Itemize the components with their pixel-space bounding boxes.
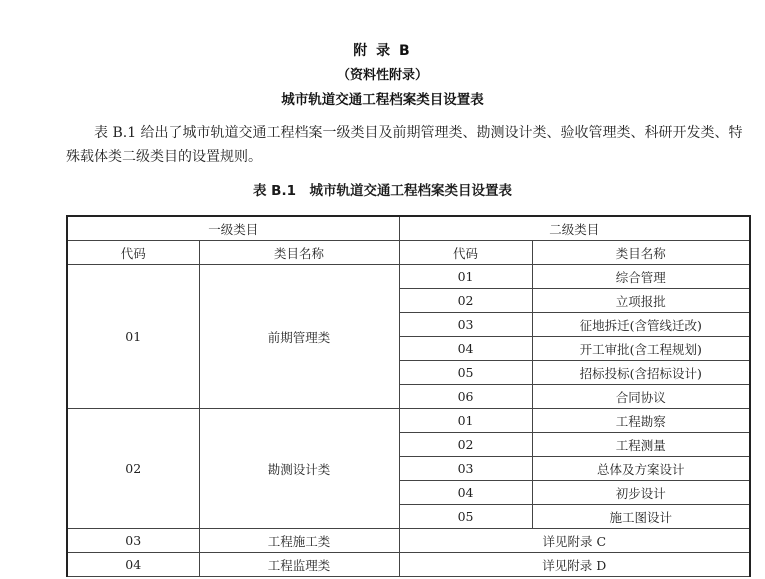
group-header-level1: 一级类目 <box>67 216 399 241</box>
intro-paragraph: 表 B.1 给出了城市轨道交通工程档案一级类目及前期管理类、勘测设计类、验收管理类、科研开发类、特殊载体类二级类目的设置规则。 <box>66 125 743 165</box>
table-caption: 表 B.1 城市轨道交通工程档案类目设置表 <box>252 183 512 199</box>
group-code: 03 <box>67 529 199 553</box>
group-header-row <box>67 216 750 241</box>
sub-code: 03 <box>399 457 532 481</box>
appendix-note: （资料性附录） <box>336 68 428 83</box>
table-row <box>67 529 750 553</box>
sub-name: 工程勘察 <box>532 409 750 433</box>
sub-code: 01 <box>399 409 532 433</box>
column-header-row <box>67 241 750 265</box>
category-table <box>66 215 751 577</box>
group-name: 工程施工类 <box>199 529 399 553</box>
col-header-name: 类目名称 <box>199 241 399 265</box>
col-header-code: 代码 <box>67 241 199 265</box>
table-row <box>67 553 750 577</box>
group-name: 前期管理类 <box>199 265 399 409</box>
sub-code: 02 <box>399 289 532 313</box>
table-row <box>67 265 750 289</box>
sub-code: 04 <box>399 337 532 361</box>
col-header-sub-name: 类目名称 <box>532 241 750 265</box>
sub-code: 02 <box>399 433 532 457</box>
sub-name: 招标投标(含招标设计) <box>532 361 750 385</box>
sub-code: 05 <box>399 505 532 529</box>
sub-name: 立项报批 <box>532 289 750 313</box>
group-code: 02 <box>67 409 199 529</box>
appendix-label: 附 录 B <box>353 43 412 59</box>
group-code: 04 <box>67 553 199 577</box>
group-name: 工程监理类 <box>199 553 399 577</box>
sub-name: 开工审批(含工程规划) <box>532 337 750 361</box>
sub-code: 05 <box>399 361 532 385</box>
sub-name: 合同协议 <box>532 385 750 409</box>
sub-code: 01 <box>399 265 532 289</box>
appendix-reference: 详见附录 C <box>399 529 750 553</box>
sub-name: 总体及方案设计 <box>532 457 750 481</box>
sub-name: 初步设计 <box>532 481 750 505</box>
sub-name: 施工图设计 <box>532 505 750 529</box>
group-header-level2: 二级类目 <box>399 216 750 241</box>
sub-name: 综合管理 <box>532 265 750 289</box>
appendix-title: 城市轨道交通工程档案类目设置表 <box>281 92 484 108</box>
sub-code: 03 <box>399 313 532 337</box>
sub-name: 工程测量 <box>532 433 750 457</box>
sub-name: 征地拆迁(含管线迁改) <box>532 313 750 337</box>
col-header-sub-code: 代码 <box>399 241 532 265</box>
sub-code: 06 <box>399 385 532 409</box>
sub-code: 04 <box>399 481 532 505</box>
group-name: 勘测设计类 <box>199 409 399 529</box>
appendix-reference: 详见附录 D <box>399 553 750 577</box>
group-code: 01 <box>67 265 199 409</box>
table-row <box>67 409 750 433</box>
